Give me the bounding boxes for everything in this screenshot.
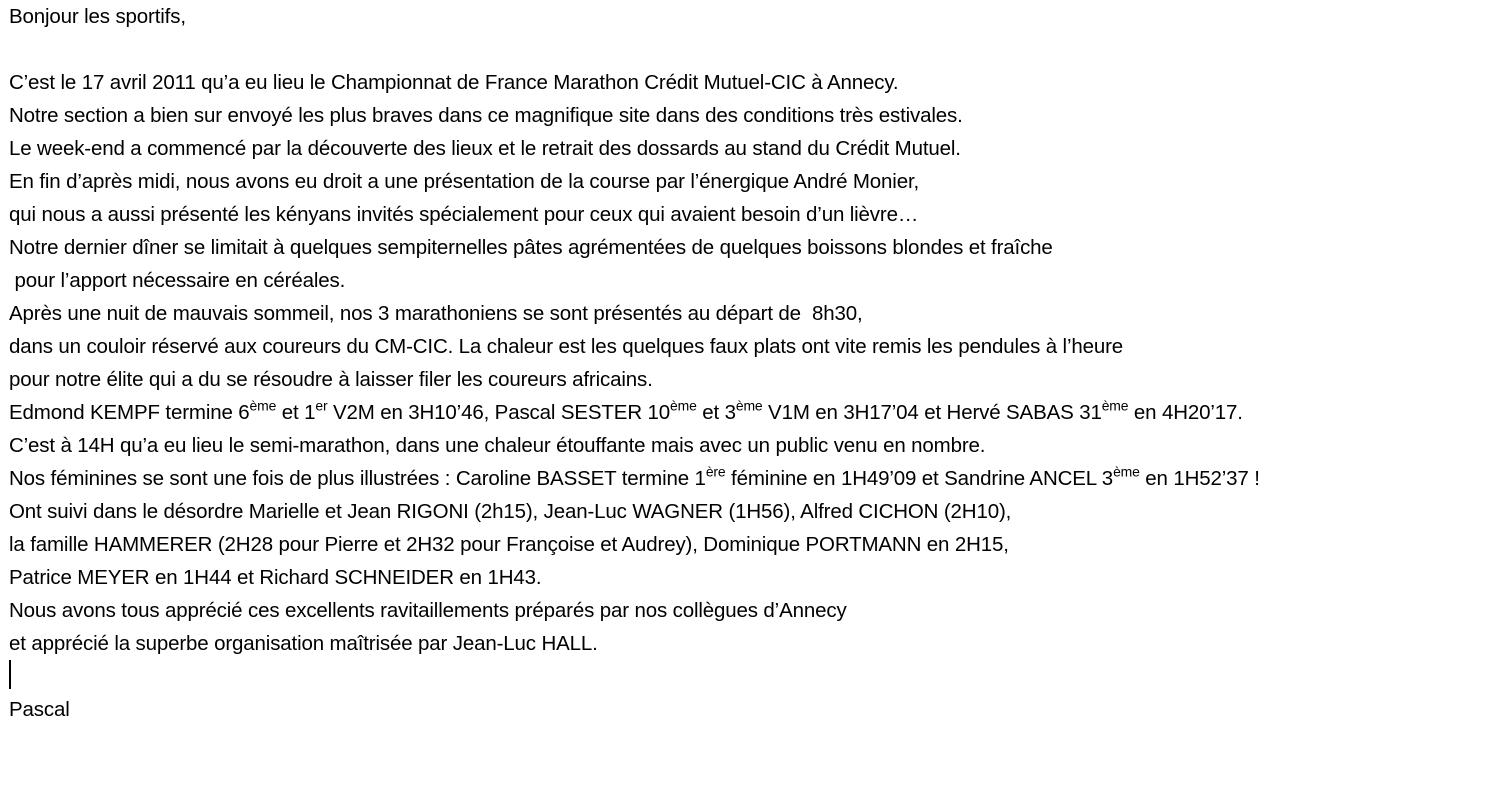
superscript: ère [705,463,726,480]
paragraph-line: la famille HAMMERER (2H28 pour Pierre et 2H32 pour Françoise et Audrey), Dominique PORTMANN en 2H15, [9,533,1009,556]
text-run: et 3 [696,401,736,424]
text-cursor [9,660,11,689]
signature-line: Pascal [9,698,70,721]
paragraph-line: pour notre élite qui a du se résoudre à laisser filer les coureurs africains. [9,368,653,391]
text-run: V2M en 3H10’46, Pascal SESTER 10 [327,401,671,424]
superscript: ème [1113,463,1140,480]
superscript: ème [670,397,697,414]
paragraph-line: et apprécié la superbe organisation maîtrisée par Jean-Luc HALL. [9,632,598,655]
text-run: et 1 [276,401,316,424]
blank-line [9,33,1501,66]
paragraph-line: dans un couloir réservé aux coureurs du CM-CIC. La chaleur est les quelques faux plats ont vite remis les pendules à l’heure [9,335,1124,358]
paragraph-line: Notre section a bien sur envoyé les plus braves dans ce magnifique site dans des conditions très estivales. [9,104,963,127]
cursor-line[interactable] [9,660,1501,693]
feminine-results-line [9,462,1501,495]
paragraph-line: C’est à 14H qu’a eu lieu le semi-marathon, dans une chaleur étouffante mais avec un public venu en nombre. [9,434,986,457]
text-run: en 1H52’37 ! [1139,467,1260,490]
paragraph-line: Ont suivi dans le désordre Marielle et Jean RIGONI (2h15), Jean-Luc WAGNER (1H56), Alfred CICHON (2H10), [9,500,1012,523]
paragraph-line: qui nous a aussi présenté les kényans invités spécialement pour ceux qui avaient besoin d’un lièvre… [9,203,919,226]
marathon-results-line [9,396,1501,429]
paragraph-line: Patrice MEYER en 1H44 et Richard SCHNEIDER en 1H43. [9,566,542,589]
greeting-line: Bonjour les sportifs, [9,5,186,28]
paragraph-line: En fin d’après midi, nous avons eu droit a une présentation de la course par l’énergique André Monier, [9,170,920,193]
superscript: ème [249,397,277,414]
text-run: Edmond KEMPF termine 6 [9,401,250,424]
paragraph-line: C’est le 17 avril 2011 qu’a eu lieu le Championnat de France Marathon Crédit Mutuel-CIC à Annecy. [9,71,899,94]
paragraph-line: Le week-end a commencé par la découverte des lieux et le retrait des dossards au stand du Crédit Mutuel. [9,137,961,160]
paragraph-line: Notre dernier dîner se limitait à quelques sempiternelles pâtes agrémentées de quelques boissons blondes et fraîche [9,236,1053,259]
text-run: en 4H20’17. [1128,401,1243,424]
text-run: féminine en 1H49’09 et Sandrine ANCEL 3 [725,467,1114,490]
paragraph-line: Après une nuit de mauvais sommeil, nos 3 marathoniens se sont présentés au départ de 8h30, [9,302,863,325]
superscript: er [315,397,328,414]
text-run: Nos féminines se sont une fois de plus illustrées : Caroline BASSET termine 1 [9,467,706,490]
paragraph-line: Nous avons tous apprécié ces excellents ravitaillements préparés par nos collègues d’Annecy [9,599,847,622]
text-run: V1M en 3H17’04 et Hervé SABAS 31 [762,401,1102,424]
superscript: ème [1101,397,1129,414]
superscript: ème [735,397,763,414]
paragraph-line: pour l’apport nécessaire en céréales. [9,269,346,292]
